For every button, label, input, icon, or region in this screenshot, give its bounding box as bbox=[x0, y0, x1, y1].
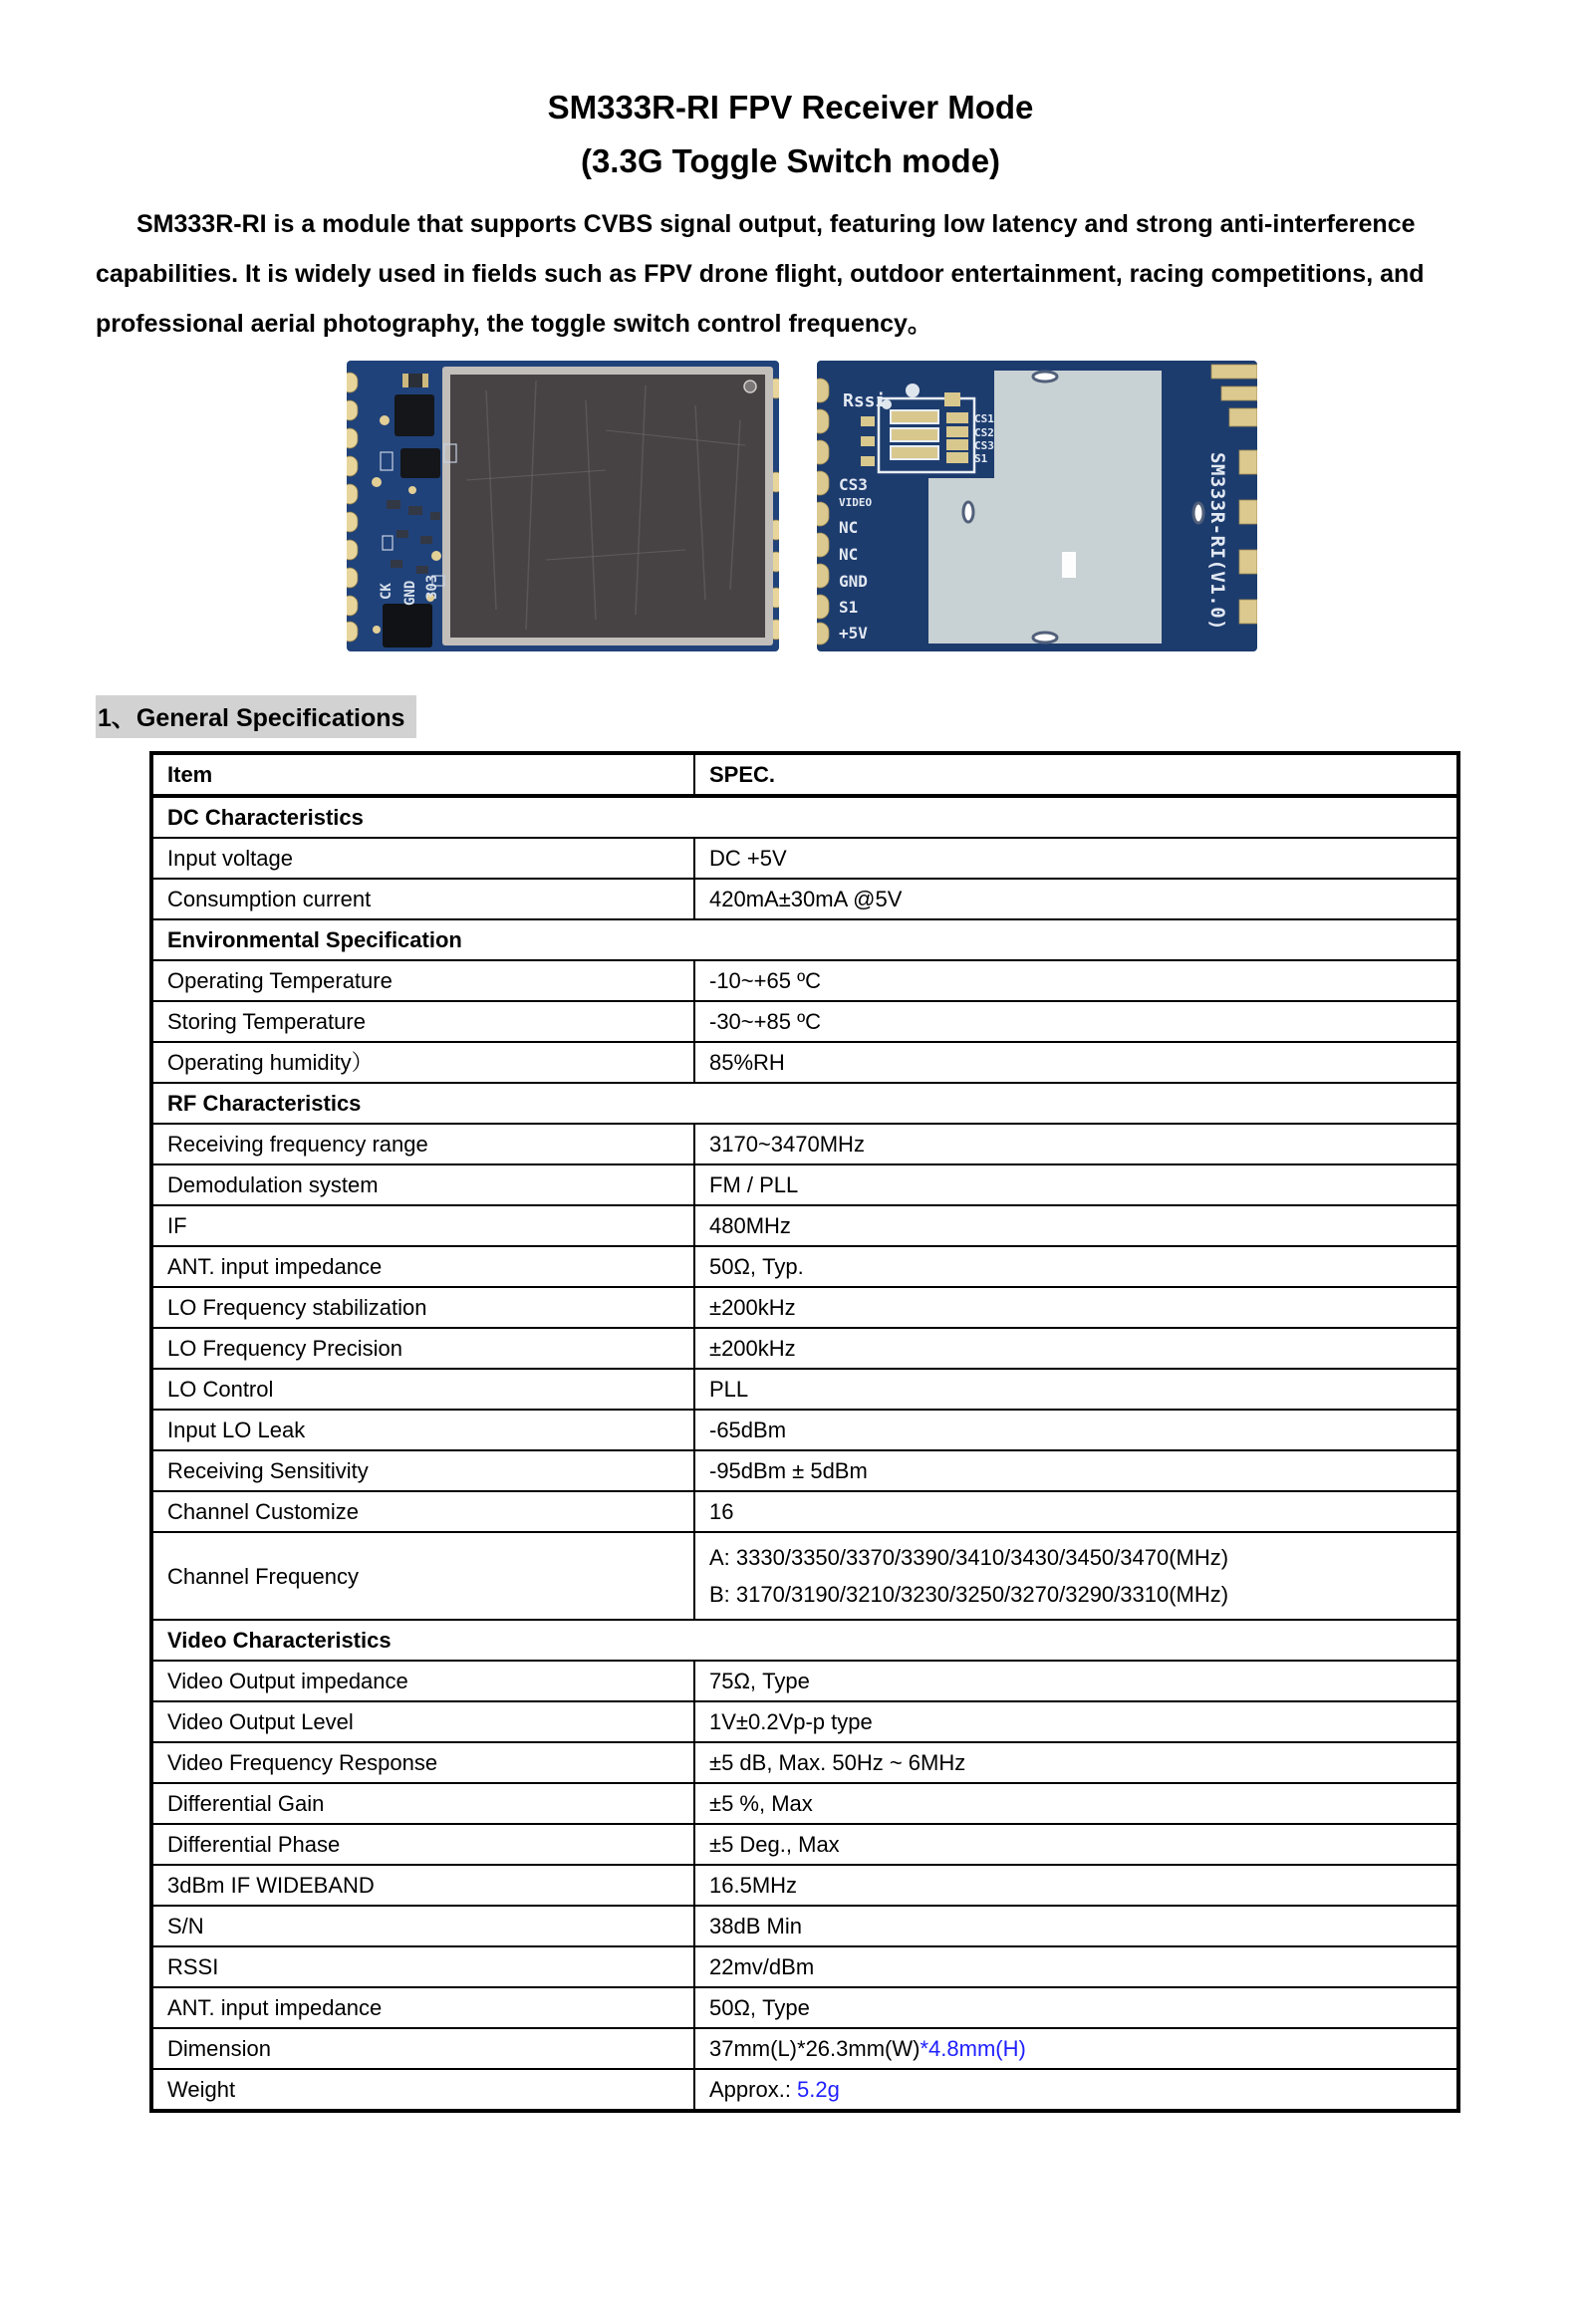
table-row bbox=[151, 960, 1458, 1001]
pin-label-s1: S1 bbox=[839, 598, 859, 617]
spec-value bbox=[694, 1532, 1458, 1620]
spec-item: ANT. input impedance bbox=[151, 1246, 694, 1287]
spec-item: 3dBm IF WIDEBAND bbox=[151, 1865, 694, 1906]
document-page bbox=[0, 88, 1581, 2113]
spec-item: Consumption current bbox=[151, 879, 694, 919]
table-row bbox=[151, 1742, 1458, 1783]
spec-value: 85%RH bbox=[694, 1042, 1458, 1083]
spec-item: Operating Temperature bbox=[151, 960, 694, 1001]
model-version-label: SM333R-RI(V1.0) bbox=[1206, 452, 1228, 632]
spec-value: 480MHz bbox=[694, 1205, 1458, 1246]
silk-num-label: 303 bbox=[424, 574, 440, 600]
section-row bbox=[151, 1620, 1458, 1661]
spec-value: -65dBm bbox=[694, 1410, 1458, 1450]
table-header-row bbox=[151, 753, 1458, 796]
rf-shield bbox=[442, 367, 773, 646]
spec-value: 22mv/dBm bbox=[694, 1946, 1458, 1987]
spec-value: 50Ω, Typ. bbox=[694, 1246, 1458, 1287]
spec-value bbox=[694, 2028, 1458, 2069]
table-row bbox=[151, 1824, 1458, 1865]
spec-value: ±5 %, Max bbox=[694, 1783, 1458, 1824]
spec-item: RSSI bbox=[151, 1946, 694, 1987]
spec-value: 75Ω, Type bbox=[694, 1661, 1458, 1701]
spec-value bbox=[694, 2069, 1458, 2111]
spec-value: 50Ω, Type bbox=[694, 1987, 1458, 2028]
channel-freq-group-a: A: 3330/3350/3370/3390/3410/3430/3450/3470(MHz) bbox=[709, 1545, 1229, 1570]
weight-value-blue: 5.2g bbox=[797, 2077, 840, 2102]
table-row-weight bbox=[151, 2069, 1458, 2111]
spec-item: Video Output Level bbox=[151, 1701, 694, 1742]
spec-item: IF bbox=[151, 1205, 694, 1246]
module-front-photo bbox=[347, 361, 779, 651]
table-row bbox=[151, 1661, 1458, 1701]
section-row bbox=[151, 796, 1458, 838]
pin-label-nc1: NC bbox=[839, 518, 859, 537]
page-title: SM333R-RI FPV Receiver Mode bbox=[547, 89, 1034, 126]
switch-pin-cs3: CS3 bbox=[974, 439, 994, 452]
table-row bbox=[151, 1369, 1458, 1410]
pin-label-rssi: Rssi bbox=[843, 390, 887, 411]
spec-value: ±5 dB, Max. 50Hz ~ 6MHz bbox=[694, 1742, 1458, 1783]
table-row bbox=[151, 1205, 1458, 1246]
switch-pin-cs2: CS2 bbox=[974, 426, 994, 439]
section-row bbox=[151, 919, 1458, 960]
module-back-photo bbox=[817, 361, 1257, 651]
spec-item: Input voltage bbox=[151, 838, 694, 879]
col-header-spec: SPEC. bbox=[694, 753, 1458, 796]
spec-value: 16.5MHz bbox=[694, 1865, 1458, 1906]
spec-value: 420mA±30mA @5V bbox=[694, 879, 1458, 919]
table-row bbox=[151, 1865, 1458, 1906]
shield-hole bbox=[744, 381, 756, 392]
spec-value: -95dBm ± 5dBm bbox=[694, 1450, 1458, 1491]
intro-paragraph: SM333R-RI is a module that supports CVBS signal output, featuring low latency and strong anti-interference capabilities. It is widely used in fields such as FPV drone flight, outdoor entertainment, racing competitions, and professional aerial photography, the toggle switch control frequency。 bbox=[96, 210, 1425, 338]
table-row bbox=[151, 1701, 1458, 1742]
table-row bbox=[151, 1164, 1458, 1205]
spec-item: Storing Temperature bbox=[151, 1001, 694, 1042]
spec-value: ±5 Deg., Max bbox=[694, 1824, 1458, 1865]
spec-item: Differential Gain bbox=[151, 1783, 694, 1824]
spec-item: Video Frequency Response bbox=[151, 1742, 694, 1783]
table-row bbox=[151, 1042, 1458, 1083]
spec-item: Video Output impedance bbox=[151, 1661, 694, 1701]
spec-item: Demodulation system bbox=[151, 1164, 694, 1205]
weight-value-black: Approx.: bbox=[709, 2077, 798, 2102]
silk-gnd-label: GND bbox=[402, 580, 418, 606]
dimension-value-blue: *4.8mm(H) bbox=[920, 2036, 1026, 2061]
spec-item: Channel Customize bbox=[151, 1491, 694, 1532]
table-row bbox=[151, 1410, 1458, 1450]
spec-item: Dimension bbox=[151, 2028, 694, 2069]
table-row bbox=[151, 838, 1458, 879]
spec-value: DC +5V bbox=[694, 838, 1458, 879]
pin-label-gnd: GND bbox=[839, 572, 868, 591]
spec-value: 38dB Min bbox=[694, 1906, 1458, 1946]
spec-item: ANT. input impedance bbox=[151, 1987, 694, 2028]
table-row bbox=[151, 1246, 1458, 1287]
spec-item: Receiving Sensitivity bbox=[151, 1450, 694, 1491]
table-row bbox=[151, 1287, 1458, 1328]
spec-item: Receiving frequency range bbox=[151, 1124, 694, 1164]
spec-value: 1V±0.2Vp-p type bbox=[694, 1701, 1458, 1742]
channel-freq-group-b: B: 3170/3190/3210/3230/3250/3270/3290/3310(MHz) bbox=[709, 1582, 1229, 1607]
castellation-pads-left bbox=[817, 379, 829, 645]
spec-value: ±200kHz bbox=[694, 1287, 1458, 1328]
switch-pin-cs1: CS1 bbox=[974, 412, 994, 425]
table-row bbox=[151, 1491, 1458, 1532]
spec-value: PLL bbox=[694, 1369, 1458, 1410]
section-row bbox=[151, 1083, 1458, 1124]
spec-value: ±200kHz bbox=[694, 1328, 1458, 1369]
section-label: Video Characteristics bbox=[151, 1620, 1458, 1661]
table-row-channel-frequency bbox=[151, 1532, 1458, 1620]
pin-label-5v: +5V bbox=[839, 624, 868, 643]
spec-value: 16 bbox=[694, 1491, 1458, 1532]
table-row bbox=[151, 1906, 1458, 1946]
spec-item: Weight bbox=[151, 2069, 694, 2111]
spec-value: -10~+65 ºC bbox=[694, 960, 1458, 1001]
silk-ck-label: CK bbox=[379, 583, 395, 600]
table-row bbox=[151, 1450, 1458, 1491]
spec-value: FM / PLL bbox=[694, 1164, 1458, 1205]
switch-pin-s1: S1 bbox=[974, 452, 988, 465]
table-row bbox=[151, 1783, 1458, 1824]
spec-value: 3170~3470MHz bbox=[694, 1124, 1458, 1164]
pin-label-nc2: NC bbox=[839, 545, 859, 564]
section-label: DC Characteristics bbox=[151, 796, 1458, 838]
spec-item: LO Control bbox=[151, 1369, 694, 1410]
module-photos bbox=[0, 361, 1581, 651]
table-row-dimension bbox=[151, 2028, 1458, 2069]
dimension-value-black: 37mm(L)*26.3mm(W) bbox=[709, 2036, 921, 2061]
section-heading: 1、General Specifications bbox=[96, 695, 416, 738]
table-row bbox=[151, 879, 1458, 919]
spec-item: Channel Frequency bbox=[151, 1532, 694, 1620]
pin-label-video: VIDEO bbox=[839, 496, 873, 509]
col-header-item: Item bbox=[151, 753, 694, 796]
spec-table bbox=[149, 751, 1460, 2113]
pin-label-cs3: CS3 bbox=[839, 475, 868, 494]
spec-value: -30~+85 ºC bbox=[694, 1001, 1458, 1042]
spec-item: LO Frequency Precision bbox=[151, 1328, 694, 1369]
page-subtitle: (3.3G Toggle Switch mode) bbox=[580, 142, 1001, 179]
spec-item: LO Frequency stabilization bbox=[151, 1287, 694, 1328]
table-row bbox=[151, 1124, 1458, 1164]
table-row bbox=[151, 1987, 1458, 2028]
table-row bbox=[151, 1001, 1458, 1042]
section-label: RF Characteristics bbox=[151, 1083, 1458, 1124]
spec-item: S/N bbox=[151, 1906, 694, 1946]
spec-item: Differential Phase bbox=[151, 1824, 694, 1865]
spec-item: Operating humidity） bbox=[151, 1042, 694, 1083]
table-row bbox=[151, 1328, 1458, 1369]
spec-item: Input LO Leak bbox=[151, 1410, 694, 1450]
section-label: Environmental Specification bbox=[151, 919, 1458, 960]
table-row bbox=[151, 1946, 1458, 1987]
